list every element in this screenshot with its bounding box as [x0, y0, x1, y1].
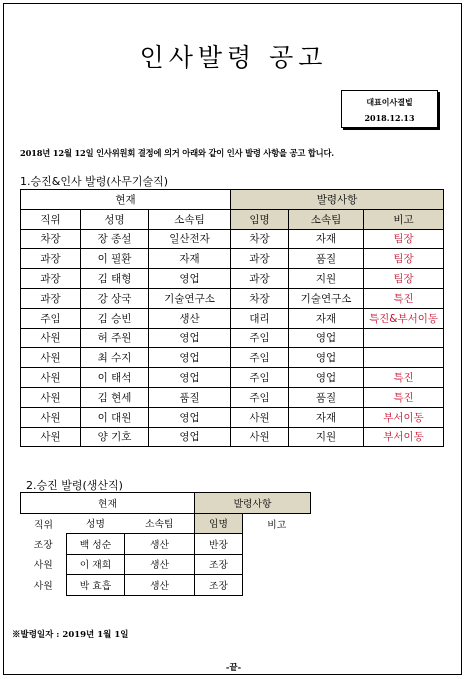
table-row [21, 387, 444, 407]
group-current-header: 현재 [21, 493, 195, 514]
table-row [21, 288, 444, 308]
table-cell: 박 효흡 [67, 575, 125, 596]
table-cell: 영업 [289, 348, 364, 368]
table-cell: 기술연구소 [149, 288, 231, 308]
table-cell: 생산 [149, 308, 231, 328]
table-cell: 특진&부서이동 [364, 308, 444, 328]
section2-title: 2.승진 발령(생산직) [26, 479, 123, 492]
column-header: 성명 [81, 209, 149, 229]
table-cell: 영업 [149, 269, 231, 289]
table-cell: 허 주원 [81, 328, 149, 348]
column-header: 직위 [21, 209, 81, 229]
table-row [21, 269, 444, 289]
table-cell: 과장 [21, 269, 81, 289]
section1-title: 1.승진&인사 발령(사무기술직) [20, 175, 169, 188]
table-cell: 주임 [231, 368, 289, 388]
table-cell [243, 575, 311, 596]
table-cell: 영업 [149, 328, 231, 348]
table-row [21, 308, 444, 328]
table-cell: 품질 [289, 387, 364, 407]
table-group-header-row [21, 493, 311, 514]
table-cell [364, 328, 444, 348]
table-cell: 대리 [231, 308, 289, 328]
table-cell: 품질 [289, 249, 364, 269]
table-cell: 팀장 [364, 229, 444, 249]
table-cell: 최 수지 [81, 348, 149, 368]
table-cell: 과장 [21, 249, 81, 269]
table-cell: 특진 [364, 387, 444, 407]
intro-text: 2018년 12월 12일 인사위원회 결정에 의거 아래와 같이 인사 발령 사항을 공고 합니다. [20, 148, 334, 158]
section1-table [20, 189, 444, 447]
table-cell: 특진 [364, 288, 444, 308]
table-cell [364, 348, 444, 368]
column-header: 성명 [86, 519, 105, 531]
table-row [21, 427, 444, 447]
table-cell: 이 태석 [81, 368, 149, 388]
table-cell: 김 태형 [81, 269, 149, 289]
table-cell: 사원 [21, 387, 81, 407]
table-cell: 사원 [33, 580, 53, 592]
table-cell: 부서이동 [364, 427, 444, 447]
table-cell: 생산 [125, 534, 195, 555]
table-cell: 조장 [195, 554, 243, 575]
table-column-header-row [21, 513, 311, 534]
table-cell: 영업 [149, 348, 231, 368]
table-cell: 주임 [231, 348, 289, 368]
table-row [21, 368, 444, 388]
approval-box [341, 90, 438, 128]
table-cell: 영업 [149, 407, 231, 427]
table-cell: 지원 [289, 269, 364, 289]
effective-date-note: ※발령일자 : 2019년 1월 1일 [12, 630, 129, 640]
table-column-header-row [21, 209, 444, 229]
column-header: 소속팀 [149, 209, 231, 229]
table-cell: 조장 [33, 539, 53, 551]
table-cell: 반장 [195, 534, 243, 555]
table-cell: 팀장 [364, 269, 444, 289]
table-cell: 주임 [231, 387, 289, 407]
group-current-header: 현재 [21, 190, 231, 210]
table-cell: 자재 [289, 229, 364, 249]
table-cell: 김 승빈 [81, 308, 149, 328]
table-row [21, 328, 444, 348]
table-row [21, 554, 311, 575]
table-cell: 백 성순 [67, 534, 125, 555]
table-cell: 품질 [149, 387, 231, 407]
table-cell [243, 554, 311, 575]
column-header: 비고 [364, 209, 444, 229]
table-cell: 사원 [21, 368, 81, 388]
table-cell: 영업 [289, 368, 364, 388]
table-cell: 영업 [149, 368, 231, 388]
table-row [21, 348, 444, 368]
table-cell: 이 재희 [67, 554, 125, 575]
table-cell: 일산전자 [149, 229, 231, 249]
end-mark: -끝- [225, 663, 242, 673]
column-header: 임명 [195, 513, 243, 534]
table-cell: 사원 [21, 407, 81, 427]
table-cell: 사원 [231, 407, 289, 427]
table-cell: 생산 [125, 554, 195, 575]
column-header: 소속팀 [289, 209, 364, 229]
table-cell: 영업 [289, 328, 364, 348]
table-cell: 사원 [21, 328, 81, 348]
table-cell: 사원 [21, 427, 81, 447]
table-cell: 기술연구소 [289, 288, 364, 308]
approval-label: 대표이사결빝 [366, 97, 413, 107]
table-row [21, 229, 444, 249]
table-cell: 자재 [289, 308, 364, 328]
table-cell: 이 필환 [81, 249, 149, 269]
table-cell: 팀장 [364, 249, 444, 269]
table-cell: 과장 [231, 269, 289, 289]
table-cell: 이 대원 [81, 407, 149, 427]
table-cell: 과장 [21, 288, 81, 308]
column-header: 비고 [267, 519, 287, 531]
page-title: 인사발령 공고 [139, 43, 328, 72]
table-cell: 부서이동 [364, 407, 444, 427]
table-cell: 사원 [231, 427, 289, 447]
table-cell: 차장 [21, 229, 81, 249]
table-cell: 특진 [364, 368, 444, 388]
table-cell: 양 기호 [81, 427, 149, 447]
table-cell: 자재 [289, 407, 364, 427]
table-cell: 사원 [33, 560, 53, 572]
table-group-header-row [21, 190, 444, 210]
table-cell [243, 534, 311, 555]
group-order-header: 발령사항 [195, 493, 311, 514]
table-cell: 김 현세 [81, 387, 149, 407]
column-header: 임명 [231, 209, 289, 229]
table-row [21, 575, 311, 596]
table-cell: 주임 [21, 308, 81, 328]
table-cell: 차장 [231, 229, 289, 249]
table-cell: 자재 [149, 249, 231, 269]
table-cell: 사원 [21, 348, 81, 368]
table-cell: 강 상국 [81, 288, 149, 308]
column-header: 소속팀 [145, 519, 174, 531]
table-cell: 생산 [125, 575, 195, 596]
table-cell: 과장 [231, 249, 289, 269]
table-cell: 주임 [231, 328, 289, 348]
table-cell: 지원 [289, 427, 364, 447]
table-cell: 영업 [149, 427, 231, 447]
column-header: 직위 [34, 519, 53, 531]
table-cell: 차장 [231, 288, 289, 308]
section2-table [20, 492, 311, 596]
table-row [21, 534, 311, 555]
table-cell: 장 종설 [81, 229, 149, 249]
table-cell: 조장 [195, 575, 243, 596]
table-row [21, 407, 444, 427]
approval-date: 2018.12.13 [364, 113, 415, 123]
table-row [21, 249, 444, 269]
group-order-header: 발령사항 [231, 190, 444, 210]
